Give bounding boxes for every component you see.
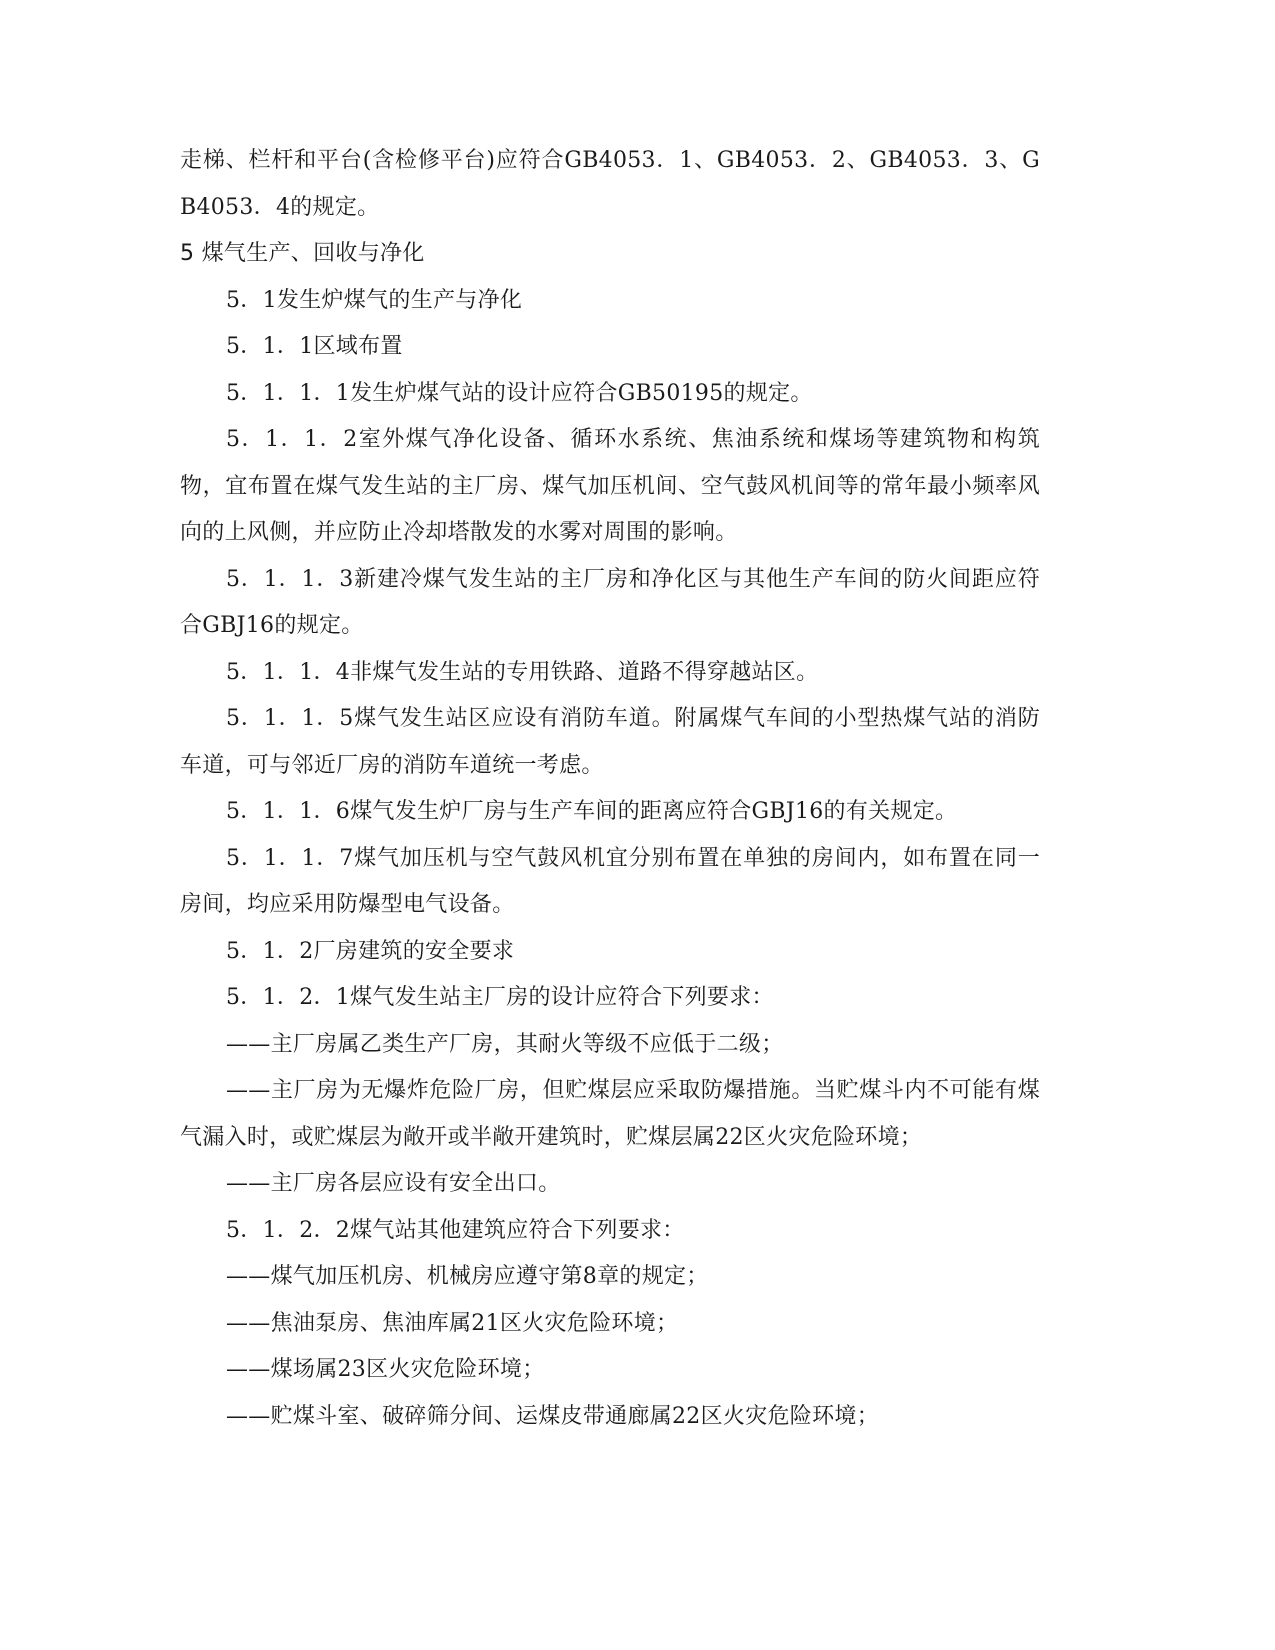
clause-paragraph: 5．1．2．2煤气站其他建筑应符合下列要求： <box>226 1217 685 1243</box>
document-body <box>180 138 1040 1440</box>
subsection-heading: 5．1．2厂房建筑的安全要求 <box>226 938 515 964</box>
list-item: ——主厂房属乙类生产厂房，其耐火等级不应低于二级； <box>226 1031 784 1057</box>
clause-paragraph: 5．1．1．2室外煤气净化设备、循环水系统、焦油系统和煤场等建筑物和构筑物，宜布置在煤气发生站的主厂房、煤气加压机间、空气鼓风机间等的常年最小频率风向的上风侧，并应防止冷却塔散发的水雾对周围的影响。 <box>180 427 1040 545</box>
clause-paragraph: 5．1．1．3新建冷煤气发生站的主厂房和净化区与其他生产车间的防火间距应符合GBJ16的规定。 <box>180 566 1040 638</box>
clause-paragraph: 5．1．2．1煤气发生站主厂房的设计应符合下列要求： <box>226 985 774 1010</box>
list-item: ——贮煤斗室、破碎筛分间、运煤皮带通廊属22区火灾危险环境； <box>226 1403 879 1429</box>
paragraph-continuation: 走梯、栏杆和平台(含检修平台)应符合GB4053．1、GB4053．2、GB4053．3、GB4053．4的规定。 <box>180 148 1040 220</box>
clause-paragraph: 5．1．1．7煤气加压机与空气鼓风机宜分别布置在单独的房间内，如布置在同一房间，均应采用防爆型电气设备。 <box>180 845 1040 917</box>
subsection-heading: 5．1．1区域布置 <box>226 334 403 359</box>
list-item: ——煤气加压机房、机械房应遵守第8章的规定； <box>226 1264 709 1289</box>
list-item: ——煤场属23区火灾危险环境； <box>226 1357 545 1382</box>
section-heading: 5 煤气生产、回收与净化 <box>180 241 425 266</box>
list-item: ——主厂房为无爆炸危险厂房，但贮煤层应采取防爆措施。当贮煤斗内不可能有煤气漏入时，或贮煤层为敞开或半敞开建筑时，贮煤层属22区火灾危险环境； <box>180 1078 1040 1150</box>
clause-paragraph: 5．1．1．4非煤气发生站的专用铁路、道路不得穿越站区。 <box>226 659 819 685</box>
subsection-heading: 5．1发生炉煤气的生产与净化 <box>226 287 523 313</box>
list-item: ——主厂房各层应设有安全出口。 <box>226 1171 561 1196</box>
clause-paragraph: 5．1．1．1发生炉煤气站的设计应符合GB50195的规定。 <box>226 380 813 406</box>
list-item: ——焦油泵房、焦油库属21区火灾危险环境； <box>226 1310 679 1336</box>
clause-paragraph: 5．1．1．6煤气发生炉厂房与生产车间的距离应符合GBJ16的有关规定。 <box>226 799 958 824</box>
clause-paragraph: 5．1．1．5煤气发生站区应设有消防车道。附属煤气车间的小型热煤气站的消防车道，可与邻近厂房的消防车道统一考虑。 <box>180 706 1040 778</box>
